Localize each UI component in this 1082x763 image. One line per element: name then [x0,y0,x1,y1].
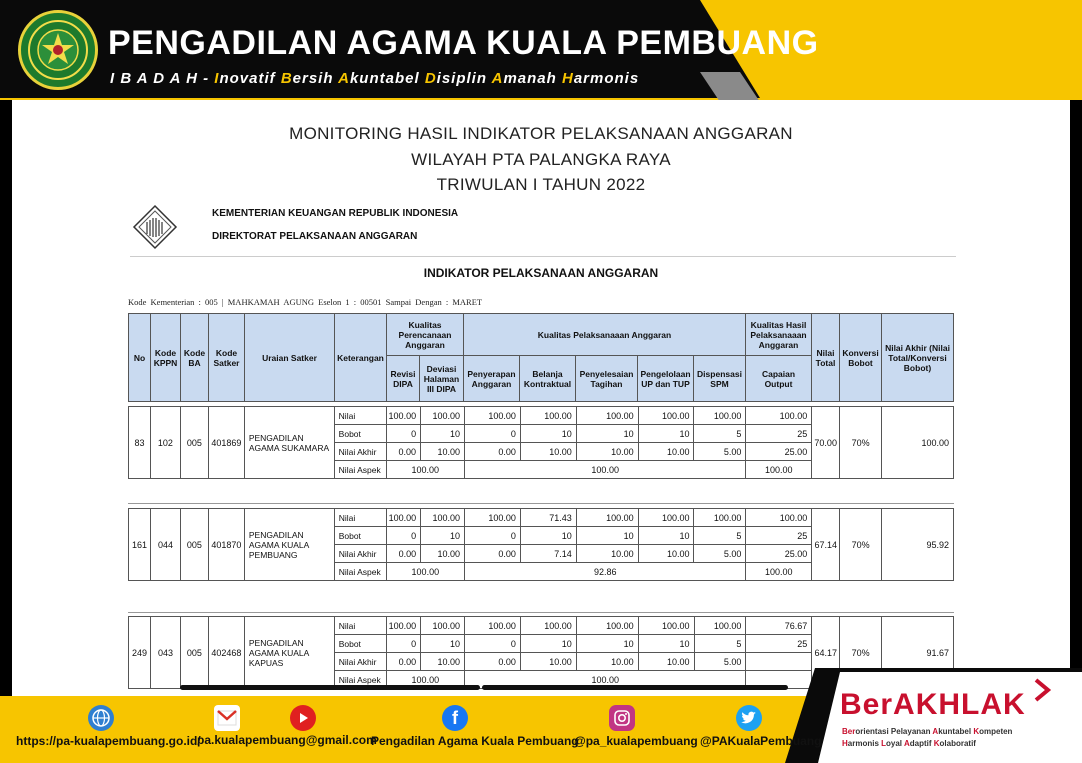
kode-kementerian-line: Kode Kementerian : 005 | MAHKAMAH AGUNG Eselon 1 : 00501 Sampai Dengan : MARET [128,297,483,307]
table-cell: 100.00 [386,563,464,581]
motto-part: kuntabel [349,70,425,87]
motto-part: B [280,70,293,87]
th-keterangan: Keterangan [335,314,387,402]
table-cell: PENGADILAN AGAMA KUALA PEMBUANG [244,509,334,581]
table-cell: 100.00 [386,461,464,479]
tagline-part: orientasi Pelayanan [855,727,933,736]
table-cell: Nilai Akhir [334,545,386,563]
motto-part: I B A D A H [110,70,198,87]
table-cell: 102 [150,407,180,479]
th-penyerapan: Penyerapan Anggaran [464,356,520,402]
table-cell: 10 [421,635,465,653]
tagline-part: K [973,727,980,736]
th-capaian: Capaian Output [746,356,812,402]
divider [128,612,954,613]
motto-part: - [197,70,215,87]
motto-part: novatif [219,70,281,87]
th-uraian: Uraian Satker [245,314,335,402]
twitter-icon[interactable] [736,705,762,731]
table-cell: 100.00 [882,407,954,479]
directorate-name: DIREKTORAT PELAKSANAAN ANGGARAN [212,231,418,242]
table-cell: 100.00 [421,407,465,425]
table-cell: 100.00 [520,617,576,635]
table-cell: 402468 [208,617,244,689]
table-cell: Nilai [334,407,386,425]
table-cell: Bobot [334,635,386,653]
tagline-part: K [933,739,940,748]
ministry-name: KEMENTERIAN KEUANGAN REPUBLIK INDONESIA [212,208,459,219]
youtube-icon[interactable] [290,705,316,731]
table-cell: 100.00 [576,407,638,425]
instagram-icon[interactable] [609,705,635,731]
table-cell: 70.00 [812,407,840,479]
instagram-link[interactable]: @pa_kualapembuang [574,734,698,748]
table-cell: 100.00 [576,509,638,527]
table-cell: 10.00 [638,545,694,563]
tagline-part: armonis [847,739,882,748]
table-cell: 0.00 [465,545,521,563]
table-cell: 5 [694,425,746,443]
report-title-line2: WILAYAH PTA PALANGKA RAYA [411,150,671,169]
table-cell: 64.17 [812,617,840,689]
motto-part: armonis [573,70,640,87]
table-cell: 10 [576,527,638,545]
table-row [129,617,954,635]
tagline-part: A [932,727,939,736]
tagline-part: oyal [886,739,904,748]
th-group-hasil: Kualitas Hasil Pelaksanaaan Anggaran [746,314,812,356]
table-cell: 100.00 [421,509,465,527]
tagline-part: olaboratif [939,739,976,748]
tagline-part: H [842,739,848,748]
table-cell: Nilai Akhir [334,443,386,461]
table-cell: 25 [746,527,812,545]
table-cell: 005 [180,509,208,581]
divider [128,503,954,504]
th-nilai-akhir: Nilai Akhir (Nilai Total/Konversi Bobot) [882,314,954,402]
th-deviasi: Deviasi Halaman III DIPA [420,356,464,402]
table-cell: 0 [386,527,421,545]
table-cell: 92.86 [465,563,746,581]
table-cell: 25 [746,635,812,653]
table-cell: 25.00 [746,443,812,461]
th-satker: Kode Satker [209,314,245,402]
table-cell: 100.00 [465,509,521,527]
table-cell: 161 [129,509,151,581]
table-cell: 401870 [208,509,244,581]
twitter-link[interactable]: @PAKualaPembuang [700,734,822,748]
court-emblem-logo [18,10,98,90]
table-cell: 100.00 [421,617,465,635]
berakhlak-logo: BerAKHLAK [840,688,1026,721]
table-cell: 10.00 [520,443,576,461]
table-cell: 005 [180,617,208,689]
berakhlak-tagline-1 [842,727,1012,736]
redaction-bar [482,685,788,690]
chevron-right-icon [1028,676,1056,704]
th-group-pelaksanaan: Kualitas Pelaksanaaan Anggaran [464,314,746,356]
table-cell: 100.00 [746,461,812,479]
tagline-part: A [903,739,910,748]
table-cell: 100.00 [386,617,421,635]
tagline-part: L [881,739,887,748]
tagline-part: kuntabel [938,727,974,736]
table-cell: 10 [638,635,694,653]
emblem-icon [27,19,89,81]
th-revisi: Revisi DIPA [387,356,420,402]
table-cell: 10 [638,527,694,545]
table-row [129,407,954,425]
table-cell: 10 [638,425,694,443]
facebook-icon[interactable]: f [442,705,468,731]
table-cell: 005 [180,407,208,479]
table-cell: 100.00 [694,617,746,635]
table-cell: 10 [520,425,576,443]
report-title-line3: TRIWULAN I TAHUN 2022 [436,175,646,194]
table-cell: 100.00 [576,617,638,635]
th-dispensasi: Dispensasi SPM [694,356,746,402]
table-cell: Nilai [334,617,386,635]
table-cell: 100.00 [694,407,746,425]
table-cell: 83 [129,407,151,479]
table-cell: Bobot [334,527,386,545]
table-cell: 91.67 [882,617,954,689]
data-table-row-group [128,406,954,479]
data-table-row-group [128,508,954,581]
table-cell [746,653,812,671]
th-pengelolaan: Pengelolaan UP dan TUP [638,356,694,402]
website-link[interactable]: https://pa-kualapembuang.go.id/ [16,734,201,748]
table-cell: 100.00 [746,563,812,581]
table-cell: 0 [386,635,421,653]
table-cell: 67.14 [812,509,840,581]
indicator-title: INDIKATOR PELAKSANAAN ANGGARAN [423,266,659,280]
table-cell: 0 [465,425,521,443]
table-cell: 0.00 [386,545,421,563]
motto-part: D [424,70,437,87]
table-cell: 10 [421,527,465,545]
table-cell: 5.00 [694,653,746,671]
table-cell: 76.67 [746,617,812,635]
table-cell: 100.00 [386,407,421,425]
table-cell: 5 [694,527,746,545]
table-cell: 043 [150,617,180,689]
table-cell: 0 [465,635,521,653]
table-cell: 100.00 [694,509,746,527]
table-cell: 100.00 [638,407,694,425]
report-paper [12,100,1070,696]
table-cell: 0 [465,527,521,545]
table-cell: 10 [576,635,638,653]
report-title-line1: MONITORING HASIL INDIKATOR PELAKSANAAN ANGGARAN [289,124,793,143]
table-cell: 0.00 [465,443,521,461]
email-link[interactable]: pa.kualapembuang@gmail.com [197,733,377,747]
table-cell: 100.00 [465,617,521,635]
table-cell: 10.00 [421,545,465,563]
table-cell: 100.00 [465,407,521,425]
gmail-icon[interactable] [214,705,240,731]
table-cell: 0.00 [386,443,421,461]
table-cell: 10.00 [576,653,638,671]
table-cell: 10.00 [421,443,465,461]
table-cell: 249 [129,617,151,689]
court-title: PENGADILAN AGAMA KUALA PEMBUANG [108,24,819,62]
court-motto [110,70,639,87]
table-cell: PENGADILAN AGAMA KUALA KAPUAS [244,617,334,689]
table-cell: 10.00 [520,653,576,671]
th-belanja: Belanja Kontraktual [520,356,576,402]
table-cell: 044 [150,509,180,581]
table-row [129,509,954,527]
table-cell: 7.14 [520,545,576,563]
table-cell: 5 [694,635,746,653]
table-cell: 95.92 [882,509,954,581]
motto-part: A [338,70,350,87]
table-cell: 71.43 [520,509,576,527]
table-cell: Nilai Aspek [334,461,386,479]
berakhlak-tagline-2 [842,739,976,748]
table-cell: 100.00 [746,509,812,527]
table-cell: 70% [840,407,882,479]
table-cell: Bobot [334,425,386,443]
tagline-part: Ber [842,727,856,736]
divider [130,256,956,257]
kemenkeu-logo-icon [132,204,178,250]
table-cell: 10 [520,635,576,653]
table-cell: 100.00 [520,407,576,425]
th-penyelesaian: Penyelesaian Tagihan [576,356,638,402]
table-cell: Nilai Aspek [334,671,386,689]
table-cell: 5.00 [694,545,746,563]
th-group-perencanaan: Kualitas Perencanaan Anggaran [387,314,464,356]
table-cell: 0.00 [386,653,421,671]
table-cell: 10 [576,425,638,443]
motto-part: I [214,70,220,87]
globe-icon[interactable] [88,705,114,731]
table-cell: Nilai [334,509,386,527]
table-cell: 10 [421,425,465,443]
table-cell: 25 [746,425,812,443]
table-cell: 70% [840,509,882,581]
th-kppn: Kode KPPN [151,314,181,402]
th-no: No [129,314,151,402]
table-cell: 5.00 [694,443,746,461]
table-cell: 100.00 [386,509,421,527]
table-cell: 100.00 [746,407,812,425]
redaction-bar [180,685,480,690]
table-cell: 0.00 [465,653,521,671]
motto-part: manah [503,70,562,87]
table-cell: 10.00 [576,443,638,461]
table-cell: Nilai Aspek [334,563,386,581]
table-cell: 401869 [208,407,244,479]
tagline-part: ompeten [979,727,1013,736]
table-cell: 100.00 [638,509,694,527]
table-cell: Nilai Akhir [334,653,386,671]
th-nilai-total: Nilai Total [812,314,840,402]
motto-part: H [561,70,574,87]
motto-part: ersih [292,70,339,87]
table-cell: 100.00 [465,671,746,689]
table-header [128,313,954,402]
table-cell: 10.00 [421,653,465,671]
table-cell: 10.00 [638,443,694,461]
motto-part: isiplin [436,70,492,87]
table-cell: 10.00 [638,653,694,671]
table-cell: 100.00 [386,671,464,689]
table-cell: 10 [520,527,576,545]
table-cell: PENGADILAN AGAMA SUKAMARA [244,407,334,479]
table-cell: 100.00 [465,461,746,479]
table-cell: 0 [386,425,421,443]
th-ba: Kode BA [181,314,209,402]
motto-part: A [491,70,504,87]
table-cell: 100.00 [638,617,694,635]
tagline-part: daptif [909,739,934,748]
table-cell: 70% [840,617,882,689]
th-konversi: Konversi Bobot [840,314,882,402]
table-cell: 10.00 [576,545,638,563]
table-cell: 25.00 [746,545,812,563]
facebook-link[interactable]: Pengadilan Agama Kuala Pembuang [371,734,579,748]
